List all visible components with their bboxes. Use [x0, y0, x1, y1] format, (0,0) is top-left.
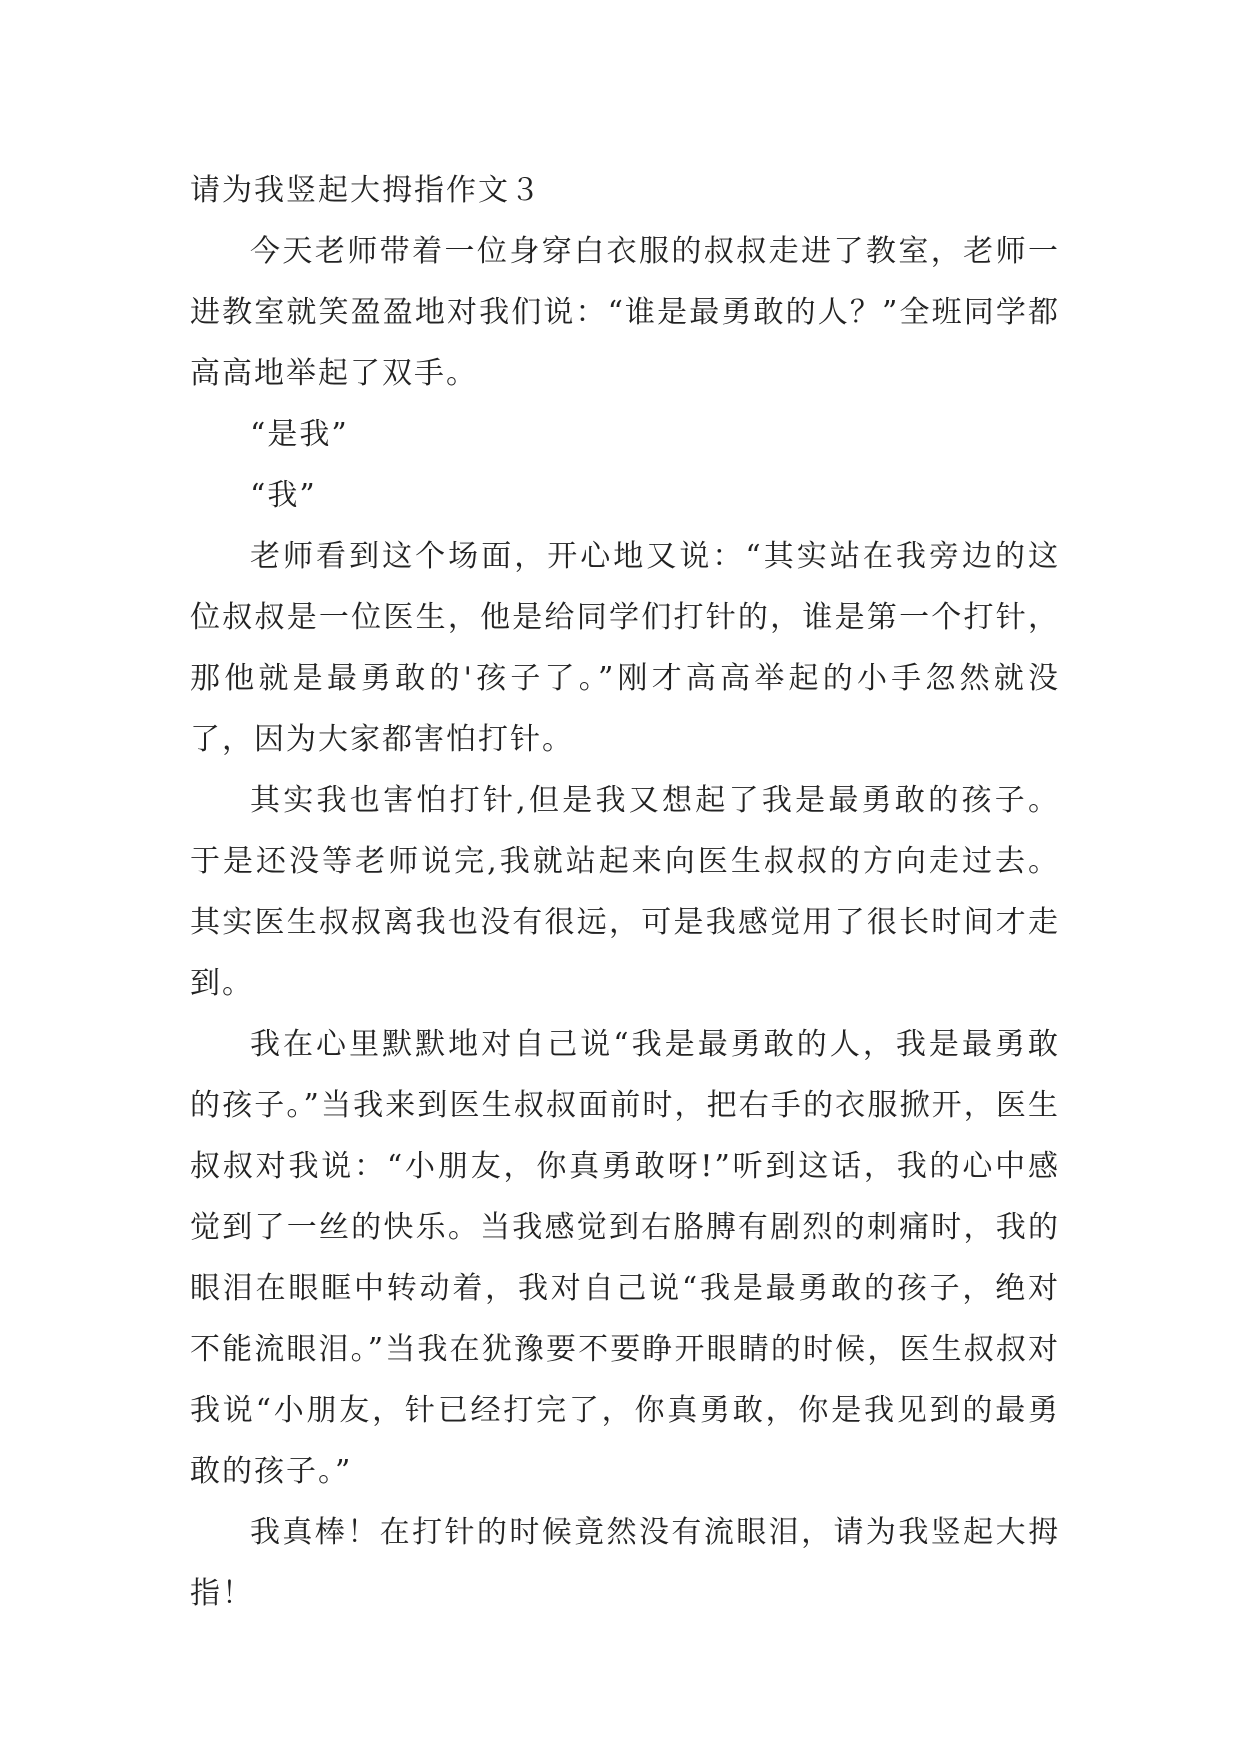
paragraph-3: “我” — [250, 478, 317, 513]
paragraph-4: 老师看到这个场面，开心地又说：“其实站在我旁边的这位叔叔是一位医生，他是给同学们打针的，谁是第一个打针，那他就是最勇敢的'孩子了。”刚才高高举起的小手忽然就没了，因为大家都害怕打针。 — [190, 539, 1060, 757]
paragraph-1: 今天老师带着一位身穿白衣服的叔叔走进了教室，老师一进教室就笑盈盈地对我们说：“谁是最勇敢的人？”全班同学都高高地举起了双手。 — [190, 234, 1060, 391]
document-title: 请为我竖起大拇指作文３ — [190, 173, 542, 208]
paragraph-5: 其实我也害怕打针,但是我又想起了我是最勇敢的孩子。于是还没等老师说完,我就站起来向医生叔叔的方向走过去。其实医生叔叔离我也没有很远，可是我感觉用了很长时间才走到。 — [190, 783, 1060, 1001]
paragraph-2: “是我” — [250, 417, 349, 452]
paragraph-7: 我真棒！在打针的时候竟然没有流眼泪，请为我竖起大拇指！ — [190, 1515, 1060, 1611]
paragraph-6: 我在心里默默地对自己说“我是最勇敢的人，我是最勇敢的孩子。”当我来到医生叔叔面前时，把右手的衣服掀开，医生叔叔对我说：“小朋友，你真勇敢呀!”听到这话，我的心中感觉到了一丝的快乐。当我感觉到右胳膊有剧烈的刺痛时，我的眼泪在眼眶中转动着，我对自己说“我是最勇敢的孩子，绝对不能流眼泪。”当我在犹豫要不要睁开眼睛的时候，医生叔叔对我说“小朋友，针已经打完了，你真勇敢，你是我见到的最勇敢的孩子。” — [190, 1027, 1060, 1489]
document-body — [190, 160, 1060, 1624]
